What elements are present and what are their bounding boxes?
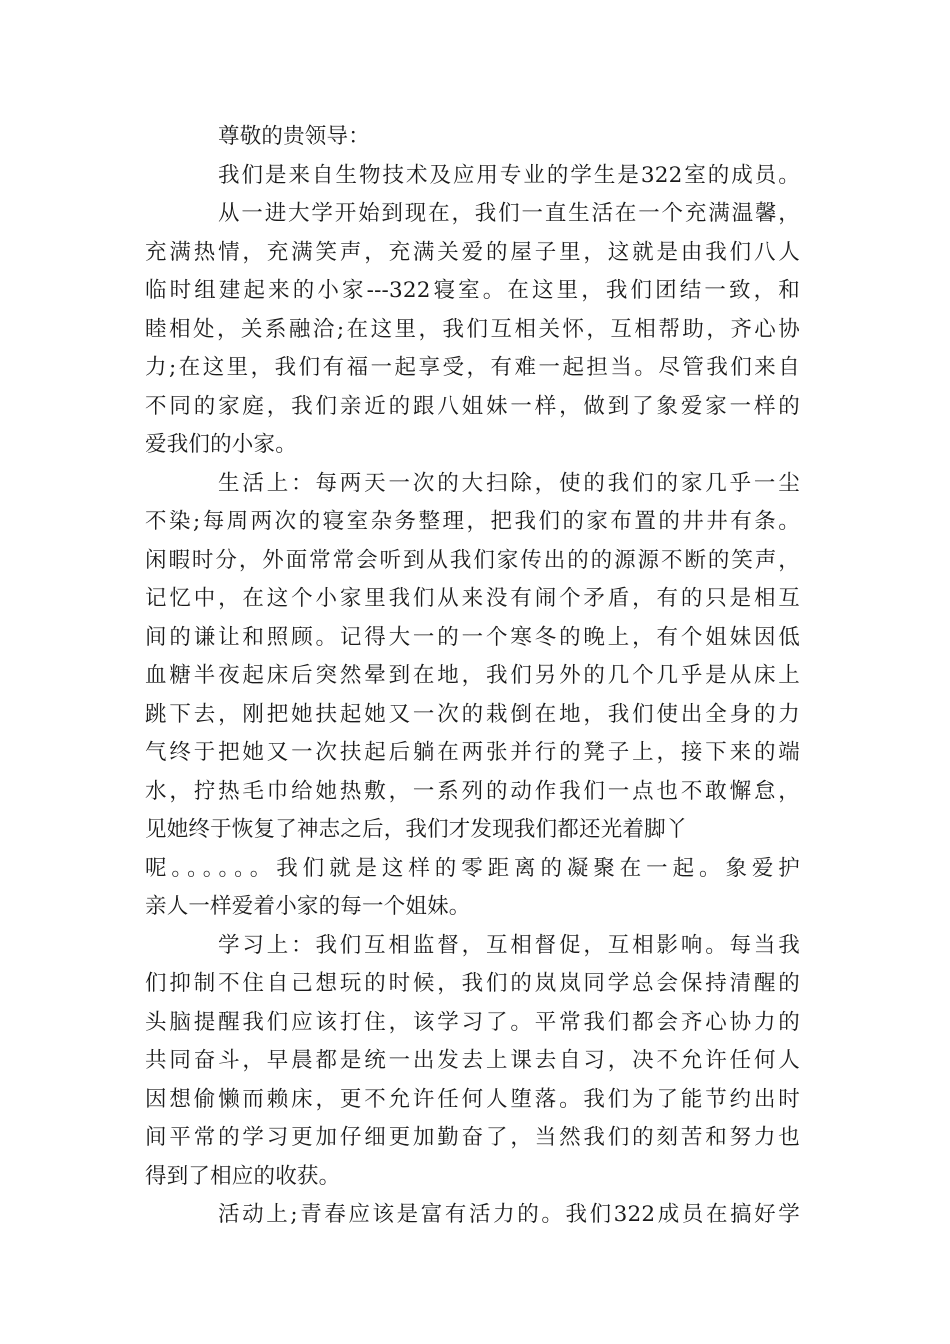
text-line: 尊敬的贵领导：	[218, 124, 370, 149]
text-line: 头脑提醒我们应该打住，该学习了。平常我们都会齐心协力的	[145, 1009, 800, 1035]
text-line: 记忆中，在这个小家里我们从来没有闹个矛盾，有的只是相互	[145, 586, 800, 611]
text-line: 闲暇时分，外面常常会听到从我们家传出的的源源不断的笑声，	[145, 547, 800, 573]
text-line: 间平常的学习更加仔细更加勤奋了，当然我们的刻苦和努力也	[145, 1125, 800, 1150]
text-line: 从一进大学开始到现在，我们一直生活在一个充满温馨，	[218, 201, 800, 226]
text-line: 不染;每周两次的寝室杂务整理，把我们的家布置的井井有条。	[145, 509, 800, 534]
text-line: 亲人一样爱着小家的每一个姐妹。	[145, 894, 471, 919]
text-line: 我们是来自生物技术及应用专业的学生是322室的成员。	[218, 162, 800, 188]
text-line: 血糖半夜起床后突然晕到在地，我们另外的几个几乎是从床上	[145, 663, 800, 688]
text-line: 睦相处，关系融洽;在这里，我们互相关怀，互相帮助，齐心协	[145, 316, 800, 342]
text-line: 不同的家庭，我们亲近的跟八姐妹一样，做到了象爱家一样的	[145, 393, 800, 419]
text-line: 间的谦让和照顾。记得大一的一个寒冬的晚上，有个姐妹因低	[145, 624, 800, 650]
text-line: 生活上：每两天一次的大扫除，使的我们的家几乎一尘	[218, 470, 800, 496]
text-line: 临时组建起来的小家---322寝室。在这里，我们团结一致，和	[145, 278, 800, 303]
text-line: 跳下去，刚把她扶起她又一次的栽倒在地，我们使出全身的力	[145, 701, 800, 727]
text-line: 呢。。。。。。我们就是这样的零距离的凝聚在一起。象爱护	[145, 855, 800, 881]
text-line: 气终于把她又一次扶起后躺在两张并行的凳子上，接下来的端	[145, 740, 800, 765]
text-line: 力;在这里，我们有福一起享受，有难一起担当。尽管我们来自	[145, 355, 800, 380]
letter-body	[145, 118, 800, 1235]
text-line: 们抑制不住自己想玩的时候，我们的岚岚同学总会保持清醒的	[145, 971, 800, 996]
text-line: 共同奋斗，早晨都是统一出发去上课去自习，决不允许任何人	[145, 1048, 800, 1073]
text-line: 充满热情，充满笑声，充满关爱的屋子里，这就是由我们八人	[145, 239, 800, 265]
text-line: 得到了相应的收获。	[145, 1163, 341, 1189]
text-line: 因想偷懒而赖床，更不允许任何人堕落。我们为了能节约出时	[145, 1086, 800, 1112]
text-line: 学习上：我们互相监督，互相督促，互相影响。每当我	[218, 932, 800, 958]
text-line: 水，拧热毛巾给她热敷，一系列的动作我们一点也不敢懈怠，	[145, 778, 800, 804]
text-line: 活动上;青春应该是富有活力的。我们322成员在搞好学	[218, 1202, 800, 1227]
text-line: 爱我们的小家。	[145, 432, 297, 457]
text-line: 见她终于恢复了神志之后，我们才发现我们都还光着脚丫	[145, 817, 688, 842]
